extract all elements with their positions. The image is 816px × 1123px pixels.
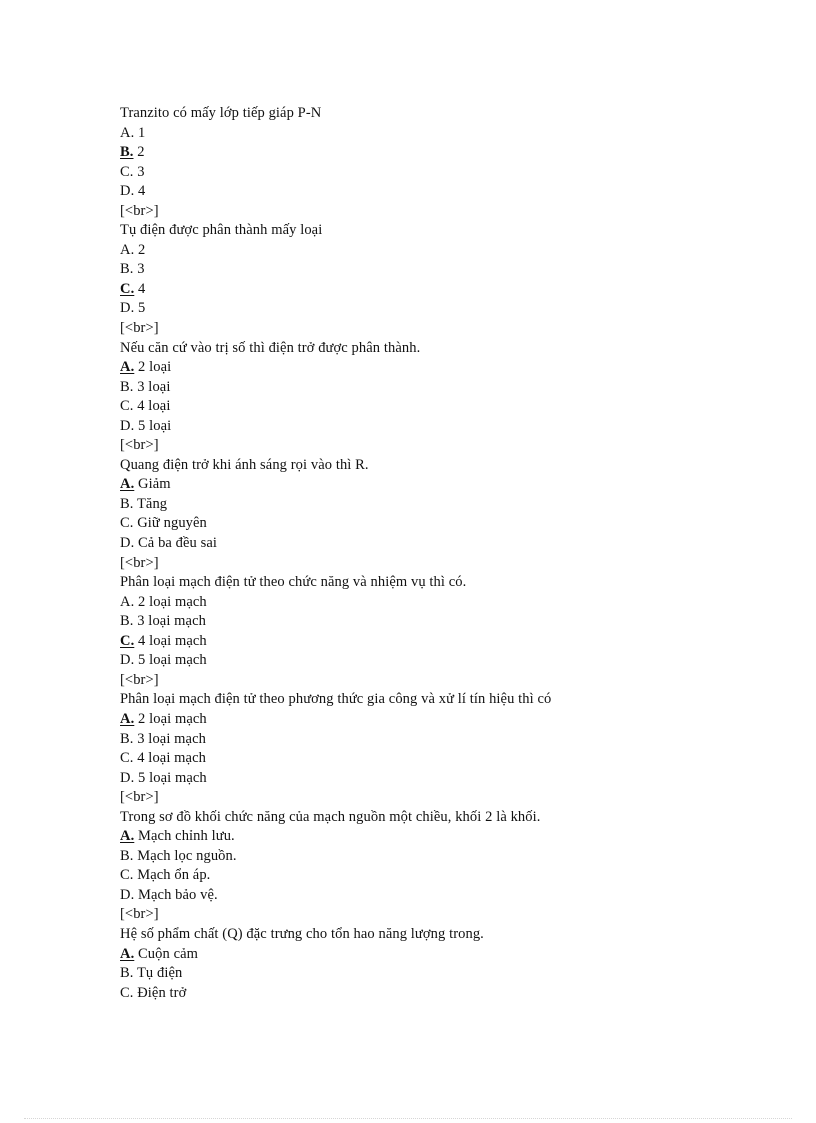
- answer-option-correct: [120, 143, 740, 163]
- option-text: Tăng: [136, 495, 168, 512]
- option-text: Giữ nguyên: [137, 515, 207, 532]
- question-separator: [<br>]: [120, 554, 159, 571]
- answer-option: [120, 612, 740, 632]
- option-letter: C.: [120, 632, 135, 649]
- option-letter: D.: [120, 300, 135, 317]
- answer-option: [120, 984, 740, 1004]
- question-separator: [<br>]: [120, 202, 159, 219]
- question-separator: [<br>]: [120, 437, 159, 454]
- option-text: 4: [138, 280, 146, 297]
- answer-option: [120, 593, 740, 613]
- option-letter: B.: [120, 144, 134, 161]
- answer-option: [120, 299, 740, 319]
- option-text: 3: [137, 261, 145, 278]
- option-text: Mạch bảo vệ.: [138, 886, 218, 903]
- answer-option: [120, 378, 740, 398]
- option-text: Cuộn cảm: [138, 945, 199, 962]
- answer-option: [120, 534, 740, 554]
- option-letter: A.: [120, 710, 135, 727]
- option-letter: C.: [120, 515, 134, 532]
- option-letter: B.: [120, 730, 134, 747]
- option-letter: A.: [120, 359, 135, 376]
- option-letter: D.: [120, 535, 135, 552]
- answer-option-correct: [120, 632, 740, 652]
- answer-option: [120, 163, 740, 183]
- option-letter: D.: [120, 652, 135, 669]
- option-text: 2 loại mạch: [138, 710, 207, 727]
- option-letter: C.: [120, 984, 134, 1001]
- option-text: 4: [138, 183, 146, 200]
- option-text: Điện trở: [137, 984, 187, 1001]
- option-text: 4 loại: [137, 398, 171, 415]
- option-text: Mạch chỉnh lưu.: [138, 828, 235, 845]
- option-letter: A.: [120, 945, 135, 962]
- question-separator: [<br>]: [120, 320, 159, 337]
- question-separator: [<br>]: [120, 789, 159, 806]
- answer-option: [120, 886, 740, 906]
- answer-option-correct: [120, 475, 740, 495]
- option-text: 2: [137, 144, 145, 161]
- option-text: 5 loại: [138, 417, 172, 434]
- answer-option: [120, 651, 740, 671]
- option-letter: B.: [120, 495, 134, 512]
- answer-option-correct: [120, 827, 740, 847]
- question-text: Tụ điện được phân thành mấy loại: [120, 222, 323, 239]
- option-text: Cả ba đều sai: [138, 535, 218, 552]
- option-letter: B.: [120, 378, 134, 395]
- question-separator: [<br>]: [120, 671, 159, 688]
- answer-option: [120, 124, 740, 144]
- answer-option: [120, 749, 740, 769]
- option-text: 5: [138, 300, 146, 317]
- option-text: 3 loại mạch: [137, 730, 206, 747]
- question-text: Trong sơ đồ khối chức năng của mạch nguồn một chiều, khối 2 là khối.: [120, 808, 541, 825]
- answer-option: [120, 964, 740, 984]
- question-text: Phân loại mạch điện tử theo phương thức gia công và xử lí tín hiệu thì có: [120, 691, 552, 708]
- quiz-content: [120, 104, 740, 1003]
- question-text: Nếu căn cứ vào trị số thì điện trở được phân thành.: [120, 339, 421, 356]
- option-letter: D.: [120, 886, 135, 903]
- option-text: 5 loại mạch: [138, 769, 207, 786]
- option-letter: C.: [120, 280, 135, 297]
- option-text: 3 loại mạch: [137, 613, 206, 630]
- option-text: Giảm: [138, 476, 171, 493]
- option-text: 4 loại mạch: [138, 632, 207, 649]
- option-text: 2 loại mạch: [138, 593, 207, 610]
- answer-option-correct: [120, 945, 740, 965]
- option-letter: D.: [120, 769, 135, 786]
- option-letter: B.: [120, 847, 134, 864]
- answer-option: [120, 847, 740, 867]
- answer-option: [120, 866, 740, 886]
- answer-option: [120, 417, 740, 437]
- option-letter: C.: [120, 867, 134, 884]
- answer-option: [120, 397, 740, 417]
- option-text: 2: [138, 241, 146, 258]
- option-text: Mạch ổn áp.: [137, 867, 211, 884]
- option-letter: B.: [120, 965, 134, 982]
- option-text: 3: [137, 163, 145, 180]
- page-bottom-rule: [24, 1118, 792, 1119]
- question-text: Hệ số phẩm chất (Q) đặc trưng cho tổn hao năng lượng trong.: [120, 925, 484, 942]
- option-text: Mạch lọc nguồn.: [137, 847, 237, 864]
- option-letter: A.: [120, 124, 135, 141]
- option-letter: A.: [120, 476, 135, 493]
- answer-option: [120, 260, 740, 280]
- option-letter: B.: [120, 261, 134, 278]
- option-text: 3 loại: [137, 378, 171, 395]
- question-text: Phân loại mạch điện tử theo chức năng và nhiệm vụ thì có.: [120, 574, 467, 591]
- option-letter: B.: [120, 613, 134, 630]
- option-letter: D.: [120, 417, 135, 434]
- option-text: 2 loại: [138, 359, 172, 376]
- option-letter: C.: [120, 163, 134, 180]
- option-letter: A.: [120, 593, 135, 610]
- option-text: Tụ điện: [136, 965, 183, 982]
- answer-option: [120, 730, 740, 750]
- option-text: 5 loại mạch: [138, 652, 207, 669]
- answer-option-correct: [120, 280, 740, 300]
- option-letter: D.: [120, 183, 135, 200]
- answer-option: [120, 514, 740, 534]
- option-letter: C.: [120, 750, 134, 767]
- option-text: 1: [138, 124, 146, 141]
- question-text: Tranzito có mấy lớp tiếp giáp P-N: [120, 105, 322, 121]
- option-letter: A.: [120, 828, 135, 845]
- option-letter: A.: [120, 241, 135, 258]
- answer-option-correct: [120, 710, 740, 730]
- question-text: Quang điện trở khi ánh sáng rọi vào thì R.: [120, 456, 369, 473]
- answer-option: [120, 182, 740, 202]
- option-text: 4 loại mạch: [137, 750, 206, 767]
- answer-option: [120, 769, 740, 789]
- question-separator: [<br>]: [120, 906, 159, 923]
- answer-option-correct: [120, 358, 740, 378]
- option-letter: C.: [120, 398, 134, 415]
- answer-option: [120, 241, 740, 261]
- answer-option: [120, 495, 740, 515]
